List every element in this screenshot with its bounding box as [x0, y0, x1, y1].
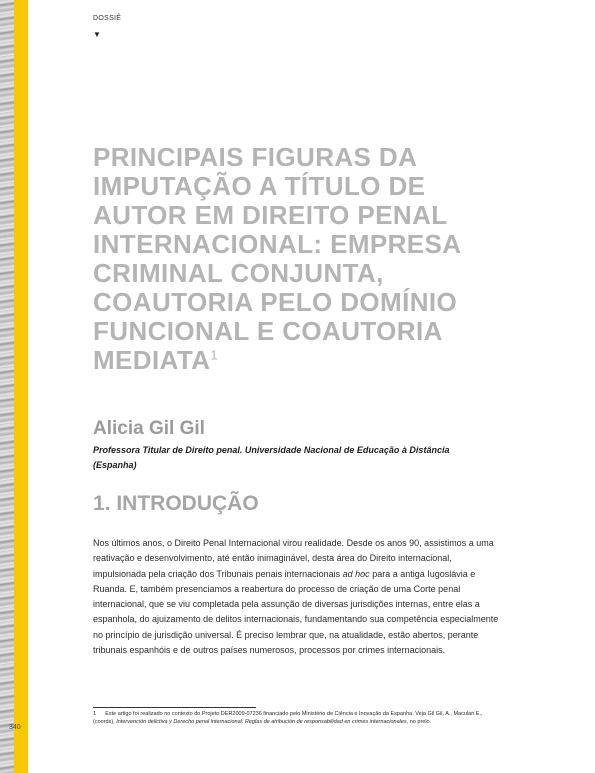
title-line: INTERNACIONAL: EMPRESA	[93, 229, 462, 259]
affiliation-line: (Espanha)	[93, 460, 137, 470]
footnote-italic: Intervención delictiva y Derecho penal internacional: Reglas de atribución de responsabilidad en crimes internacionales	[116, 718, 407, 725]
section-heading: 1. INTRODUÇÃO	[93, 492, 259, 515]
side-texture-image	[0, 0, 14, 773]
title-line: PRINCIPAIS FIGURAS DA	[93, 142, 418, 172]
title-line: MEDIATA	[93, 345, 211, 375]
title-line: AUTOR EM DIREITO PENAL	[93, 200, 448, 230]
title-line: CRIMINAL CONJUNTA,	[93, 258, 384, 288]
footnote-text: , no prelo.	[406, 718, 432, 725]
body-paragraph	[93, 536, 503, 658]
yellow-margin-bar	[14, 0, 28, 773]
title-line: FUNCIONAL E COAUTORIA	[93, 316, 443, 346]
author-affiliation	[93, 443, 503, 473]
affiliation-line: Professora Titular de Direito penal. Universidade Nacional de Educação à Distância	[93, 445, 450, 455]
title-line: IMPUTAÇÃO A TÍTULO DE	[93, 171, 426, 201]
footnote	[93, 711, 505, 726]
article-title	[93, 143, 533, 375]
footnote-divider	[93, 707, 256, 708]
footnote-number: 1	[93, 711, 97, 717]
body-text-part: Nos últimos anos, o Direito Penal Internacional virou realidade. Desde os anos 90, assistimos a uma reativação e desenvolvimento, até então inimaginável, desta área do Direito internacional, impulsionada pela criação dos Tribunais penais internacionais	[93, 538, 494, 579]
page-number: 340	[9, 724, 21, 731]
footnote-text: Este artigo foi realizado no contexto do Projeto DER2009-07236 financiado pelo Ministério de Ciência e Inovação da Espanha. Veja Gil Gil, A., Maculan E., (coords),	[93, 711, 483, 725]
title-footnote-mark: 1	[210, 347, 219, 363]
section-arrow-icon: ▼	[93, 30, 101, 39]
title-line: COAUTORIA PELO DOMÍNIO	[93, 287, 458, 317]
author-name: Alicia Gil Gil	[93, 418, 205, 439]
body-text-part: para a antiga Iugoslávia e Ruanda. E, também presenciamos a reabertura do processo de criação de uma Corte penal internacional, que se viu completada pela assunção de diversas jurisdições internas, entre elas a espanhola, do ajuizamento de delitos internacionais, fundamentando sua competência especialmente no princípio de jurisdição universal. É preciso lembrar que, na atualidade, estão abertos, perante tribunais espanhóis e de outros países numerosos, processos por crimes internacionais.	[93, 568, 499, 656]
section-label: DOSSIÊ	[93, 15, 122, 22]
body-italic-term: ad hoc	[342, 568, 370, 579]
